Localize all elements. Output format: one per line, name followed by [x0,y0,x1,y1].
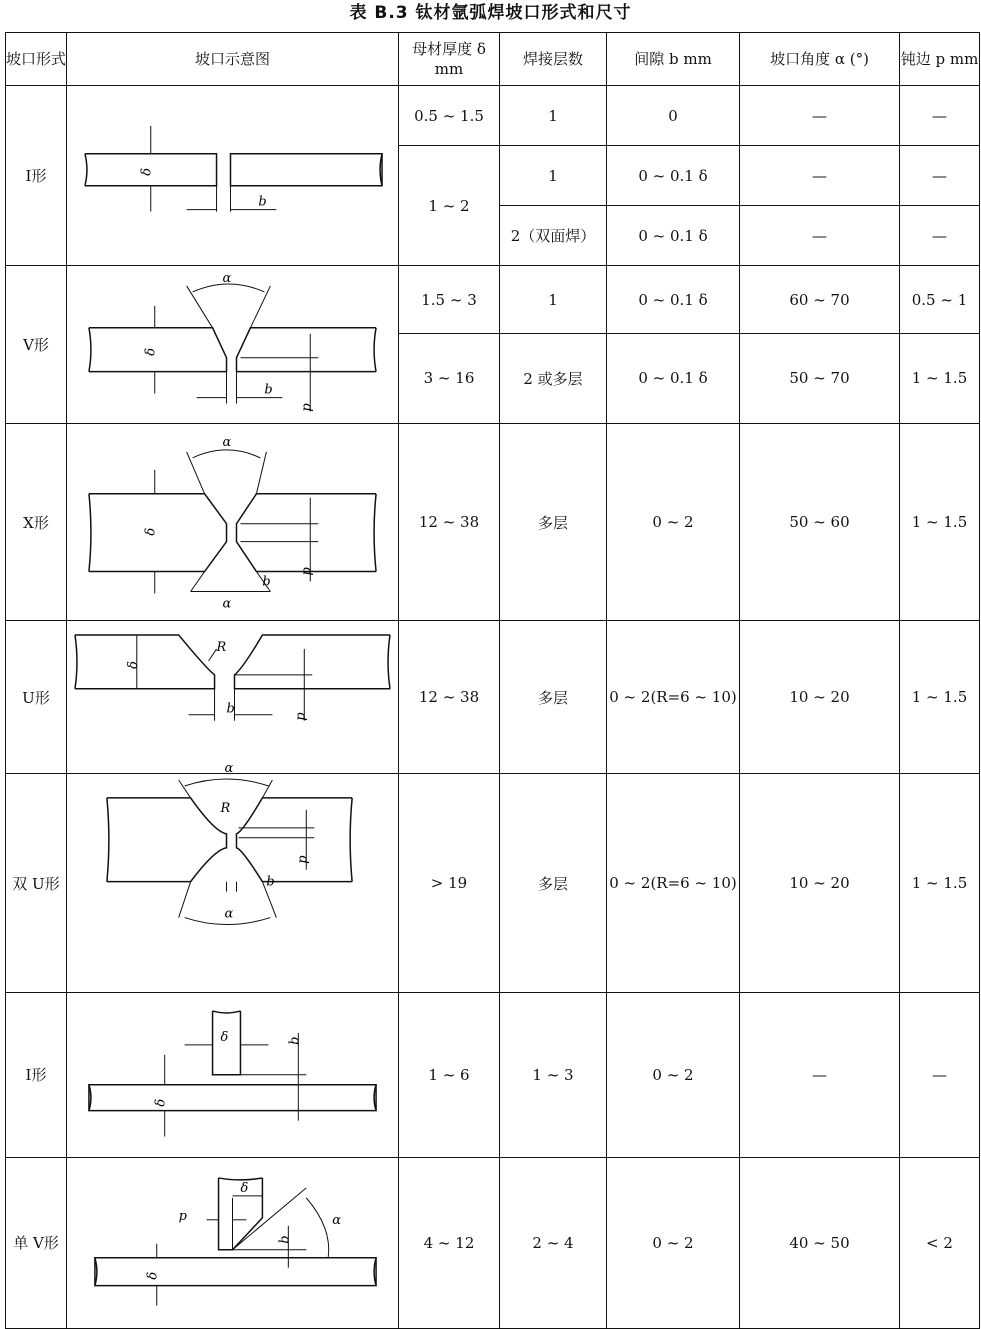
header-angle: 坡口角度 α (°) [740,33,900,86]
angle-cell: — [740,146,900,206]
gap-cell: 0 ~ 2 [607,993,740,1158]
delta-label: δ [145,1271,161,1280]
b-label: b [226,702,235,718]
land-cell: 1 ~ 1.5 [900,621,980,774]
angle-cell: — [740,993,900,1158]
alpha-label: α [222,271,232,287]
x-groove-sketch [67,424,398,620]
table-row [6,86,980,146]
header-layers: 焊接层数 [500,33,607,86]
alpha-label: α [222,434,232,450]
table-row [6,773,980,992]
land-cell: 1 ~ 1.5 [900,423,980,620]
gap-cell: 0 ~ 2 [607,1157,740,1328]
b-label: b [277,1235,293,1244]
layers-cell: 1 [500,266,607,333]
b-label: b [258,194,267,210]
b-label: b [264,383,273,399]
form-cell: I形 [6,993,67,1158]
gap-cell: 0 ~ 0.1 δ [607,146,740,206]
header-diagram: 坡口示意图 [67,33,399,86]
form-cell: 双 U形 [6,773,67,992]
angle-cell: 60 ~ 70 [740,266,900,333]
gap-cell: 0 ~ 0.1 δ [607,206,740,266]
single-v-tee-sketch [67,1158,398,1328]
land-cell: 1 ~ 1.5 [900,773,980,992]
r-label: R [220,800,231,816]
single-v-tee-diagram [67,1157,399,1328]
p-label: p [178,1208,187,1224]
land-cell: — [900,86,980,146]
x-groove-diagram [67,423,399,620]
form-cell: V形 [6,266,67,424]
gap-cell: 0 ~ 0.1 δ [607,333,740,423]
p-label: p [293,712,309,722]
form-cell: I形 [6,86,67,266]
table-row [6,621,980,774]
delta-label: δ [143,348,159,357]
i-tee-sketch [67,993,398,1157]
p-label: p [295,855,311,864]
land-cell: 1 ~ 1.5 [900,333,980,423]
layers-cell: 2 ~ 4 [500,1157,607,1328]
form-cell: X形 [6,423,67,620]
delta-label: δ [139,167,155,176]
b-label: b [262,574,271,590]
alpha-label: α [222,596,232,612]
p-label: p [299,567,315,576]
i-groove-diagram [67,86,399,266]
u-groove-sketch [67,621,398,773]
r-label: R [216,640,227,656]
b-label: b [266,874,275,890]
table-row [6,993,980,1158]
header-thickness: 母材厚度 δ mm [399,33,500,86]
thickness-cell: 12 ~ 38 [399,621,500,774]
table-row [6,1157,980,1328]
angle-cell: 10 ~ 20 [740,621,900,774]
alpha-label: α [224,906,234,922]
gap-cell: 0 ~ 2(R=6 ~ 10) [607,773,740,992]
land-cell: — [900,146,980,206]
header-land: 钝边 p mm [900,33,980,86]
angle-cell: 50 ~ 60 [740,423,900,620]
delta-label: δ [220,1030,229,1046]
angle-cell: 10 ~ 20 [740,773,900,992]
gap-cell: 0 ~ 2 [607,423,740,620]
land-cell: 0.5 ~ 1 [900,266,980,333]
i-groove-sketch [67,86,398,265]
angle-cell: — [740,206,900,266]
gap-cell: 0 ~ 2(R=6 ~ 10) [607,621,740,774]
table-title: 表 B.3 钛材氩弧焊坡口形式和尺寸 [349,3,632,23]
b-label: b [287,1036,303,1046]
layers-cell: 多层 [500,773,607,992]
delta-label: δ [240,1180,249,1196]
land-cell: < 2 [900,1157,980,1328]
layers-cell: 多层 [500,423,607,620]
double-u-groove-diagram [67,760,399,992]
thickness-cell: 3 ~ 16 [399,333,500,423]
form-cell: 单 V形 [6,1157,67,1328]
angle-cell: — [740,86,900,146]
v-groove-diagram [67,266,399,424]
header-row [6,33,980,86]
thickness-cell: > 19 [399,773,500,992]
groove-spec-table [5,32,980,1329]
double-u-groove-sketch [67,760,398,992]
gap-cell: 0 [607,86,740,146]
layers-cell: 多层 [500,621,607,774]
thickness-cell: 1.5 ~ 3 [399,266,500,333]
layers-cell: 1 ~ 3 [500,993,607,1158]
i-tee-diagram [67,993,399,1158]
table-row [6,266,980,333]
angle-cell: 40 ~ 50 [740,1157,900,1328]
v-groove-sketch [67,266,398,423]
delta-label: δ [153,1099,169,1107]
thickness-cell: 0.5 ~ 1.5 [399,86,500,146]
layers-cell: 1 [500,86,607,146]
alpha-label: α [332,1212,341,1228]
land-cell: — [900,993,980,1158]
thickness-cell: 12 ~ 38 [399,423,500,620]
table-row [6,423,980,620]
header-gap: 间隙 b mm [607,33,740,86]
layers-cell: 2 或多层 [500,333,607,423]
thickness-cell: 4 ~ 12 [399,1157,500,1328]
alpha-label: α [224,760,234,776]
p-label: p [299,403,315,413]
form-cell: U形 [6,621,67,774]
gap-cell: 0 ~ 0.1 δ [607,266,740,333]
layers-cell: 2（双面焊） [500,206,607,266]
header-form: 坡口形式 [6,33,67,86]
u-groove-diagram [67,621,399,774]
delta-label: δ [125,661,141,670]
land-cell: — [900,206,980,266]
thickness-cell: 1 ~ 6 [399,993,500,1158]
thickness-cell: 1 ~ 2 [399,146,500,266]
angle-cell: 50 ~ 70 [740,333,900,423]
layers-cell: 1 [500,146,607,206]
delta-label: δ [143,527,159,536]
